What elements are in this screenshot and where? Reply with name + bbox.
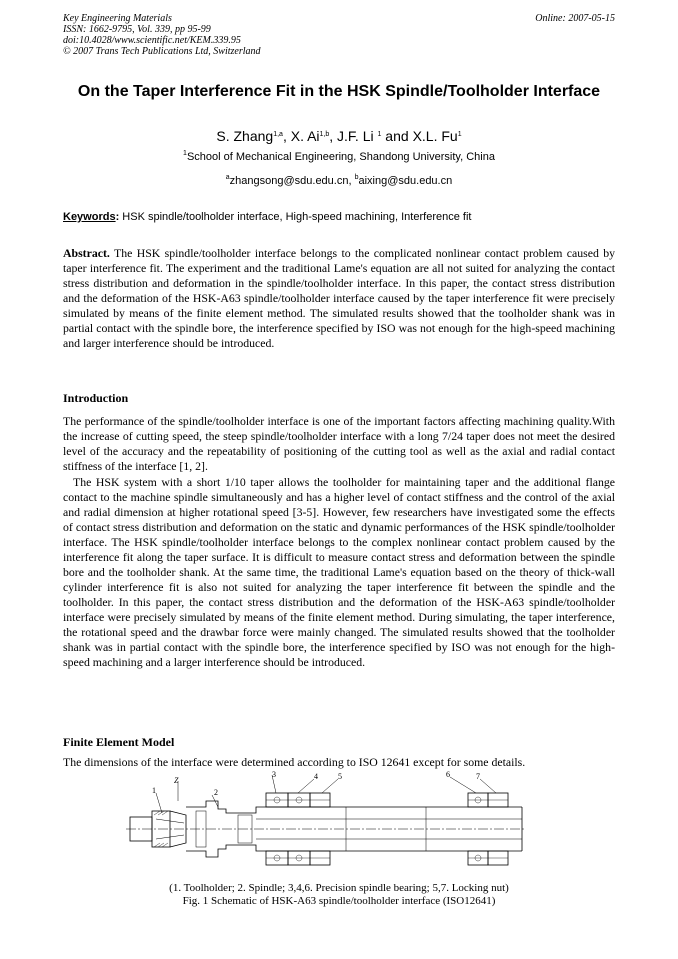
figure-label-4: 4 [314,772,318,781]
email-sup: a [225,174,230,181]
figure-label-7: 7 [476,772,480,781]
online-date: Online: 2007-05-15 [535,13,615,24]
author-sep: , [282,128,291,144]
spindle-schematic-figure [126,771,526,871]
journal-doi: doi:10.4028/www.scientific.net/KEM.339.95 [63,35,241,46]
author-list [63,127,615,145]
figure-label-3: 3 [272,771,276,779]
affiliation [63,150,615,164]
figure-label-1: 1 [152,786,156,795]
author-sup: 1 [377,131,382,138]
figure-caption: Fig. 1 Schematic of HSK-A63 spindle/toolholder interface (ISO12641) [182,895,496,907]
keywords [63,210,615,224]
introduction-paragraph-2: The HSK system with a short 1/10 taper allows the toolholder for maintaining taper and the additional flange contact to the machine spindle simultaneously and has a higher level of contact stiffness and the control of the axial and radial dimension at higher rotational speed [3-5]. However, few researchers have investigated some the effects of contact stress distribution and deformation on the static and dynamic performances of the HSK spindle/toolholder interface. The HSK spindle/toolholder interface belongs to the complex nonlinear contact problem caused by the interference fit along the taper surface. It is difficult to measure contact stress and deformation between the spindle bore and the toolholder shank. At the same time, the traditional Lame's equation based on the theory of thick-wall cylinder interference fit is also not suited for analyzing the taper interference fit between the spindle and the toolholder. In this paper, the contact stress distribution and the deformation of the HSK-A63 spindle/toolholder interface were precisely simulated by means of the finite element method. During simulating, the taper interference, the rotational speed and the drawbar force were mainly changed. The simulated results showed that the toolholder shank was in partial contact with the spindle bore, the interference specified by ISO was not enough for the high-speed machining and a larger interference should be introduced. [63,475,615,669]
fem-paragraph-1: The dimensions of the interface were determined according to ISO 12641 except for some details. [63,755,526,769]
figure-label-2: 2 [214,788,218,797]
keywords-colon: : [115,211,120,223]
introduction-paragraph-1: The performance of the spindle/toolholder interface is one of the important factors affecting machining quality.With the increase of cutting speed, the steep spindle/toolholder interface with a long 7/24 taper does not meet the desired level of the accuracy and the repeatability of positioning of the cutting tool as well as the axial and radial contact stiffness of the interface [1, 2]. [63,414,615,473]
author-name: S. Zhang [216,128,274,144]
abstract-label: Abstract. [63,246,110,260]
author-name: X.L. Fu [412,128,458,144]
author-sup: 1,a [273,131,283,138]
author-sup: 1,b [319,131,330,138]
journal-issn: ISSN: 1662-9795, Vol. 339, pp 95-99 [63,24,211,35]
figure-label-6: 6 [446,771,450,779]
figure-axis-z: Z [174,776,179,785]
paper-title: On the Taper Interference Fit in the HSK Spindle/Toolholder Interface [77,83,601,100]
figure-legend: (1. Toolholder; 2. Spindle; 3,4,6. Precision spindle bearing; 5,7. Locking nut) [169,882,509,894]
email-sup: b [354,174,359,181]
fem-heading: Finite Element Model [63,735,175,749]
email-sep: , [348,175,355,187]
author-sup: 1 [457,131,462,138]
email-list [63,174,615,188]
journal-name: Key Engineering Materials [63,13,172,24]
affiliation-sup: 1 [183,150,187,157]
figure-label-5: 5 [338,772,342,781]
abstract [63,246,615,351]
email-link[interactable]: aixing@sdu.edu.cn [358,175,453,187]
introduction-heading: Introduction [63,391,129,405]
author-sep: and [381,128,413,144]
affiliation-text: School of Mechanical Engineering, Shandong University, China [186,151,495,163]
journal-header [63,13,261,57]
keywords-label: Keywords [63,211,116,223]
abstract-text: The HSK spindle/toolholder interface belongs to the complicated nonlinear contact problem caused by taper interference fit. The experiment and the traditional Lame's equation are all not suited for analyzing the contact stress distribution and deformation in the spindle/toolholder interface. In this paper, the contact stress distribution and the deformation of the HSK-A63 spindle/toolholder interface caused by the taper interference fit were precisely simulated by means of the finite element method. The simulated results showed that the toolholder shank was in partial contact with the spindle bore, the interference specified by ISO was not enough for the high-speed machining and larger interference should be introduced. [63,246,615,350]
author-name: J.F. Li [337,128,378,144]
author-sep: , [329,128,338,144]
journal-copyright: © 2007 Trans Tech Publications Ltd, Switzerland [63,46,261,57]
author-name: X. Ai [290,128,320,144]
keywords-text: HSK spindle/toolholder interface, High-speed machining, Interference fit [119,211,472,223]
email-link[interactable]: zhangsong@sdu.edu.cn [229,175,349,187]
